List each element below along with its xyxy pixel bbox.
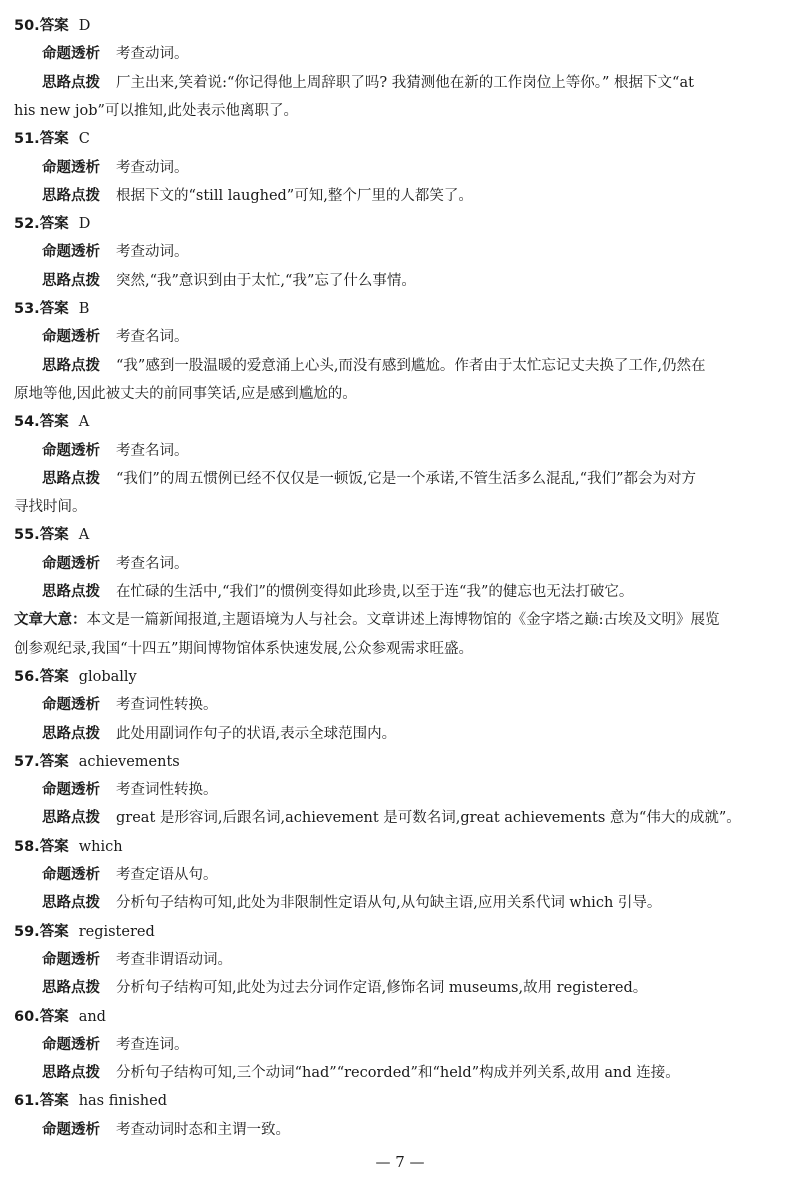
hint-line: [42, 465, 786, 493]
hint-line: [42, 720, 786, 748]
question-number: 51.: [14, 131, 40, 148]
answer-line: [14, 210, 786, 238]
analysis-text: 考查动词。: [116, 159, 189, 176]
analysis-label: 命题透析: [42, 159, 100, 176]
answer-value: A: [78, 527, 90, 544]
hint-label: 思路点拨: [42, 980, 100, 997]
page-number: — 7 —: [375, 1153, 425, 1171]
answer-value: D: [78, 216, 91, 233]
analysis-line: [42, 323, 786, 351]
hint-label: 思路点拨: [42, 584, 100, 600]
analysis-text: 考查动词。: [116, 46, 189, 63]
hint-continuation: [14, 380, 786, 408]
answer-label: 答案: [39, 1093, 69, 1110]
answer-label: 答案: [39, 527, 69, 544]
answer-value: registered: [78, 923, 155, 940]
analysis-text: 考查名词。: [116, 555, 189, 572]
answer-label: 答案: [39, 668, 69, 685]
hint-label: 思路点拨: [42, 1065, 100, 1082]
question-number: 60.: [14, 1008, 40, 1025]
analysis-text: 考查连词。: [116, 1036, 189, 1053]
hint-text: 突然,“我”意识到由于太忙,“我”忘了什么事情。: [116, 272, 416, 289]
analysis-label: 命题透析: [42, 782, 100, 799]
answer-value: A: [78, 414, 90, 431]
analysis-label: 命题透析: [42, 46, 100, 63]
hint-label: 思路点拨: [42, 357, 100, 374]
hint-label: 思路点拨: [42, 725, 100, 742]
hint-line: [42, 182, 786, 210]
analysis-label: 命题透析: [42, 329, 100, 346]
hint-label: 思路点拨: [42, 74, 100, 91]
analysis-label: 命题透析: [42, 555, 100, 572]
answer-label: 答案: [39, 216, 69, 233]
analysis-text: 考查名词。: [116, 329, 189, 346]
hint-text: “我”感到一股温暖的爱意涌上心头,而没有感到尴尬。作者由于太忙忘记丈夫换了工作,仍然在: [116, 357, 706, 374]
analysis-label: 命题透析: [42, 1121, 100, 1138]
analysis-text: 考查词性转换。: [116, 697, 218, 714]
analysis-line: [42, 776, 786, 804]
hint-text: 原地等他,因此被丈夫的前同事笑话,应是感到尴尬的。: [14, 385, 357, 402]
analysis-label: 命题透析: [42, 442, 100, 459]
answer-value: C: [78, 131, 90, 148]
analysis-label: 命题透析: [42, 867, 100, 883]
answer-label: 答案: [39, 838, 69, 855]
answer-label: 答案: [39, 414, 69, 431]
analysis-line: [42, 691, 786, 719]
hint-label: 思路点拨: [42, 470, 100, 487]
analysis-label: 命题透析: [42, 697, 100, 714]
answer-line: [14, 918, 786, 946]
hint-line: [42, 804, 786, 832]
analysis-line: [42, 946, 786, 974]
summary-text: 创参观纪录,我国“十四五”期间博物馆体系快速发展,公众参观需求旺盛。: [14, 640, 474, 657]
summary-text: 本文是一篇新闻报道,主题语境为人与社会。文章讲述上海博物馆的《金字塔之巅:古埃及文明》展览: [86, 612, 720, 629]
hint-line: [42, 69, 786, 97]
question-number: 58.: [14, 838, 40, 855]
answer-line: [14, 125, 786, 153]
answer-value: has finished: [78, 1093, 168, 1110]
answer-value: globally: [78, 668, 137, 685]
hint-text: 寻找时间。: [14, 499, 87, 516]
analysis-line: [42, 1031, 786, 1059]
hint-line: [42, 352, 786, 380]
analysis-line: [42, 40, 786, 68]
answer-value: which: [78, 838, 123, 855]
hint-line: [42, 267, 786, 295]
answer-label: 答案: [39, 753, 69, 770]
answer-line: [14, 12, 786, 40]
analysis-label: 命题透析: [42, 951, 100, 968]
analysis-text: 考查动词时态和主谓一致。: [116, 1121, 290, 1138]
analysis-text: 考查词性转换。: [116, 782, 218, 799]
answer-line: [14, 748, 786, 776]
summary-label: 文章大意：: [14, 612, 87, 629]
question-number: 56.: [14, 668, 40, 685]
analysis-line: [42, 861, 786, 889]
hint-line: [42, 578, 786, 606]
hint-text: 分析句子结构可知,此处为过去分词作定语,修饰名词 museums,故用 registered。: [116, 980, 648, 997]
question-number: 55.: [14, 527, 40, 544]
answer-line: [14, 408, 786, 436]
answer-value: and: [78, 1008, 106, 1025]
hint-continuation: [14, 493, 786, 521]
hint-label: 思路点拨: [42, 187, 100, 204]
hint-text: 分析句子结构可知,此处为非限制性定语从句,从句缺主语,应用关系代词 which 引导。: [116, 895, 662, 912]
answer-line: [14, 663, 786, 691]
hint-text: 在忙碌的生活中,“我们”的惯例变得如此珍贵,以至于连“我”的健忘也无法打破它。: [116, 584, 634, 600]
hint-label: 思路点拨: [42, 895, 100, 912]
analysis-text: 考查定语从句。: [116, 867, 218, 883]
summary-line: [14, 606, 786, 634]
hint-line: [42, 889, 786, 917]
hint-text: 厂主出来,笑着说:“你记得他上周辞职了吗? 我猜测他在新的工作岗位上等你。” 根据下文“at: [116, 74, 694, 91]
answer-line: [14, 1003, 786, 1031]
analysis-label: 命题透析: [42, 1036, 100, 1053]
analysis-text: 考查名词。: [116, 442, 189, 459]
hint-text: 此处用副词作句子的状语,表示全球范围内。: [116, 725, 397, 742]
question-number: 52.: [14, 216, 40, 233]
answer-value: D: [78, 18, 91, 34]
hint-text: his new job”可以推知,此处表示他离职了。: [14, 102, 298, 119]
analysis-line: [42, 154, 786, 182]
question-number: 61.: [14, 1093, 40, 1110]
hint-text: great 是形容词,后跟名词,achievement 是可数名词,great achievements 意为“伟大的成就”。: [116, 810, 741, 827]
answer-line: [14, 521, 786, 549]
hint-text: “我们”的周五惯例已经不仅仅是一顿饭,它是一个承诺,不管生活多么混乱,“我们”都会为对方: [116, 470, 696, 487]
answer-label: 答案: [39, 923, 69, 940]
answer-line: [14, 295, 786, 323]
answer-label: 答案: [39, 131, 69, 148]
hint-line: [42, 974, 786, 1002]
answer-value: B: [78, 301, 90, 317]
question-number: 59.: [14, 923, 40, 940]
answer-value: achievements: [78, 753, 180, 770]
hint-text: 根据下文的“still laughed”可知,整个厂里的人都笑了。: [116, 187, 473, 204]
hint-line: [42, 1059, 786, 1087]
hint-continuation: [14, 97, 786, 125]
answer-label: 答案: [39, 1008, 69, 1025]
hint-text: 分析句子结构可知,三个动词“had”“recorded”和“held”构成并列关系,故用 and 连接。: [116, 1065, 680, 1082]
hint-label: 思路点拨: [42, 272, 100, 289]
analysis-label: 命题透析: [42, 244, 100, 261]
answer-label: 答案: [39, 301, 69, 317]
question-number: 53.: [14, 301, 40, 317]
question-number: 54.: [14, 414, 40, 431]
answer-line: [14, 1087, 786, 1115]
analysis-text: 考查非谓语动词。: [116, 951, 232, 968]
question-number: 57.: [14, 753, 40, 770]
analysis-line: [42, 437, 786, 465]
analysis-line: [42, 550, 786, 578]
question-number: 50.: [14, 18, 40, 34]
analysis-text: 考查动词。: [116, 244, 189, 261]
summary-line: [14, 635, 786, 663]
analysis-line: [42, 1116, 786, 1144]
hint-label: 思路点拨: [42, 810, 100, 827]
analysis-line: [42, 238, 786, 266]
answer-line: [14, 833, 786, 861]
answer-label: 答案: [39, 18, 69, 34]
